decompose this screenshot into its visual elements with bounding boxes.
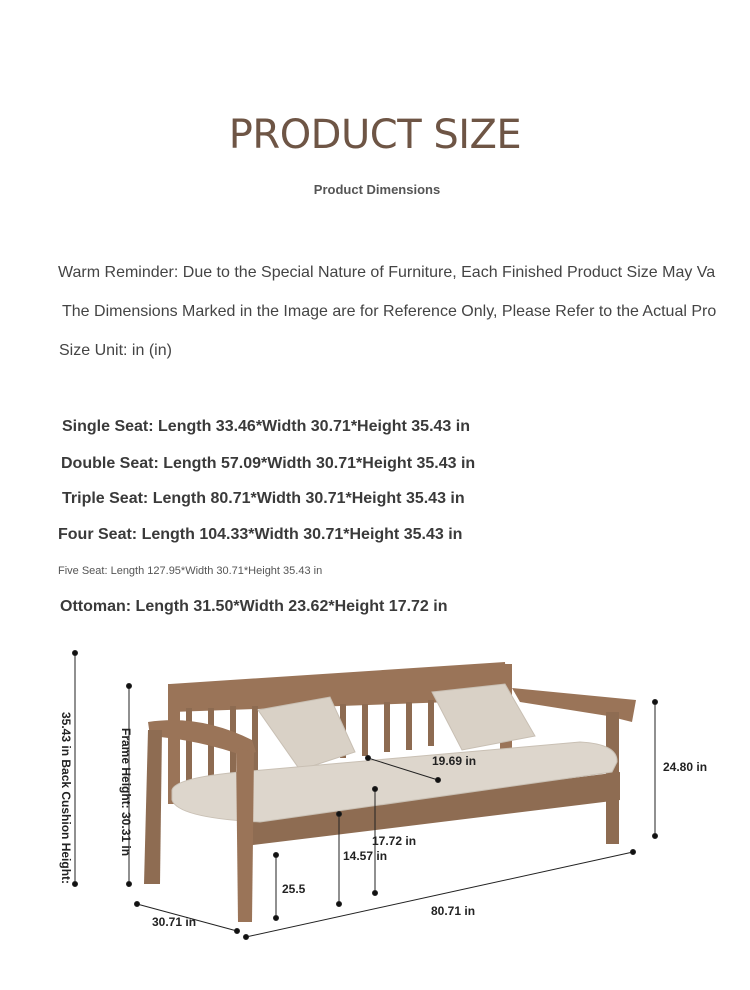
dim-width: 30.71 in (152, 915, 197, 929)
reference-note-text: The Dimensions Marked in the Image are for Reference Only, Please Refer to the Actual Pro (62, 303, 717, 320)
spec-ottoman: Ottoman: Length 31.50*Width 23.62*Height 17.72 in (60, 598, 448, 615)
spec-single-seat: Single Seat: Length 33.46*Width 30.71*Height 35.43 in (62, 418, 470, 435)
dim-seat-frame-height: 14.57 in (343, 849, 388, 863)
dim-cushion-depth: 19.69 in (432, 754, 477, 768)
dim-length: 80.71 in (431, 904, 476, 918)
dim-seat-height: 17.72 in (372, 834, 417, 848)
spec-five-seat: Five Seat: Length 127.95*Width 30.71*Height 35.43 in (58, 565, 323, 577)
dim-arm-height: 24.80 in (663, 760, 708, 774)
sofa-left-front-leg (236, 748, 254, 922)
dim-back-cushion-height: 35.43 in Back Cushion Height: (59, 712, 73, 885)
page-title: PRODUCT SIZE (228, 112, 522, 158)
spec-triple-seat: Triple Seat: Length 80.71*Width 30.71*Height 35.43 in (62, 490, 465, 507)
dim-leg-height: 25.5 (282, 882, 306, 896)
spec-four-seat: Four Seat: Length 104.33*Width 30.71*Height 35.43 in (58, 526, 463, 543)
warm-reminder-text: Warm Reminder: Due to the Special Nature of Furniture, Each Finished Product Size May Va (58, 264, 716, 281)
page-subtitle: Product Dimensions (313, 182, 441, 197)
size-unit-text: Size Unit: in (in) (59, 342, 172, 359)
dim-frame-height: Frame Height: 30.31 in (119, 728, 133, 857)
spec-double-seat: Double Seat: Length 57.09*Width 30.71*Height 35.43 in (61, 455, 476, 472)
sofa-left-rear-leg (144, 730, 162, 884)
